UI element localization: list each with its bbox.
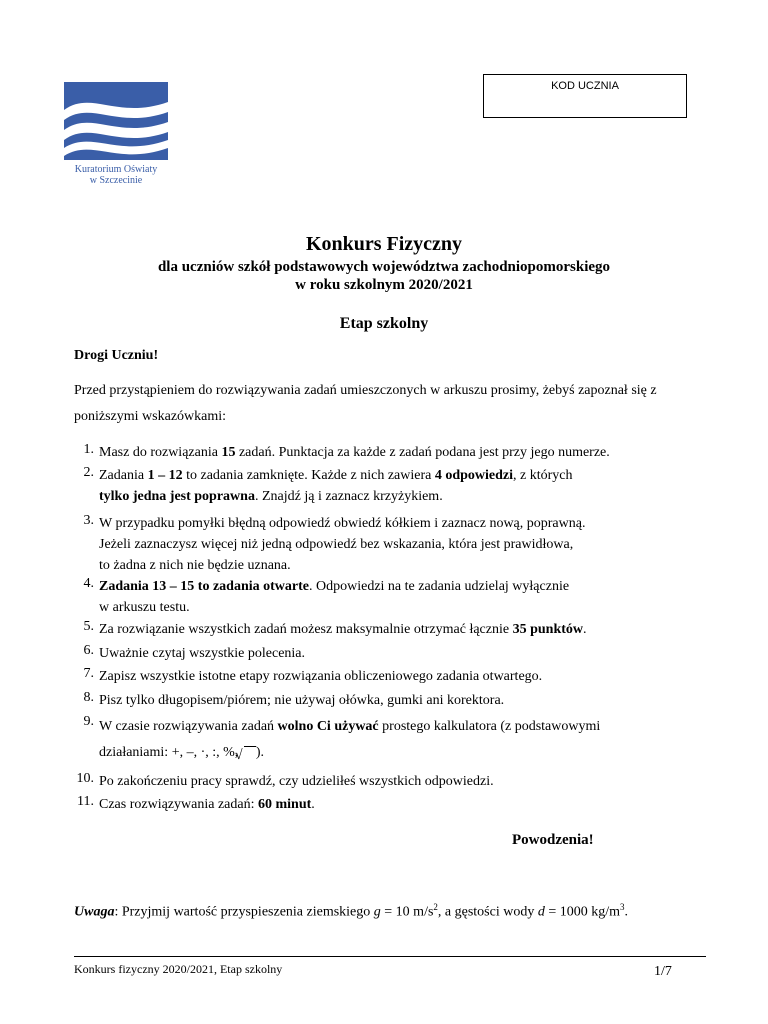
logo-caption-line1: Kuratorium Oświaty	[74, 164, 158, 175]
greeting: Drogi Uczniu!	[74, 348, 159, 363]
note: Uwaga: Przyjmij wartość przyspieszenia ziemskiego g = 10 $m/s^2$, a gęstości wody d = 1000 $kg/m^3$.	[74, 902, 629, 920]
student-code-box[interactable]	[483, 74, 687, 118]
document-page: Kuratorium Oświaty w Szczecinie KOD UCZNIA Konkurs Fizyczny dla uczniów szkół podstawowych województwa zachodniopomorskiego w roku szkolnym 2020/2021 Etap szkolny Drogi Uczniu! Przed przystąpieniem do rozwiązywania zadań umieszczonych w arkuszu prosimy, żebyś zapoznał się z poniższymi wskazówkami: 1. Masz do rozwiązania 15 zadań. Punktacja za każde z zadań podana jest przy jego numerze. 2. Zadania 1 – 12 to zadania zamknięte. Każde z nich zawiera 4 odpowiedzi, z których tylko jedna jest poprawna. Znajdź ją i zaznacz krzyżykiem. 3. W przypadku pomyłki błędną odpowiedź obwiedź kółkiem i zaznacz nową, poprawną. Jeżeli zaznaczysz więcej niż jedną odpowiedź bez wskazania, która jest prawidłowa, to żadna z nich nie będzie uznana. 4. Zadania 13 – 15 to zadania otwarte. Odpowiedzi na te zadania udzielaj wyłącznie w arkuszu testu. 5. Za rozwiązanie wszystkich zadań możesz maksymalnie otrzymać łącznie 35 punktów. 6. Uważnie czytaj wszystkie polecenia. 7. Zapisz wszystkie istotne etapy rozwiązania obliczeniowego zadania otwartego. 8. Pisz tylko długopisem/piórem; nie używaj ołówka, gumki ani korektora. 9. W czasie rozwiązywania zadań wolno Ci używać prostego kalkulatora (z podstawowymi działaniami: +, –, ·, :, %, √). 10. Po zakończeniu pracy sprawdź, czy udzieliłeś wszystkich odpowiedzi. 11. Czas rozwiązywania zadań: 60 minut. Powodzenia! Uwaga: Przyjmij wartość przyspieszenia ziemskiego g = 10 $m/s^2$, a gęstości wody d = 1000 $kg/m^3$. Konkurs fizyczny 2020/2021, Etap szkolny 1/7	[0, 0, 768, 1024]
footer-text: Konkurs fizyczny 2020/2021, Etap szkolny	[74, 962, 283, 976]
stage-title: Etap szkolny	[339, 315, 429, 332]
footer-divider	[74, 956, 706, 957]
logo-caption-line2: w Szczecinie	[89, 175, 143, 186]
logo-caption	[56, 164, 176, 186]
page-number: 1/7	[654, 964, 672, 979]
document-title: Konkurs Fizyczny	[305, 233, 463, 255]
good-luck-text: Powodzenia!	[512, 832, 594, 848]
intro-paragraph: Przed przystąpieniem do rozwiązywania zadań umieszczonych w arkuszu prosimy, żebyś zapoznał się z poniższymi wskazówkami:	[74, 383, 657, 424]
square-root-icon	[244, 746, 256, 759]
document-subtitle-1: dla uczniów szkół podstawowych województwa zachodniopomorskiego	[157, 259, 611, 275]
note-label: Uwaga	[74, 904, 115, 920]
student-code-label: KOD UCZNIA	[551, 80, 619, 92]
document-subtitle-2: w roku szkolnym 2020/2021	[295, 277, 473, 293]
